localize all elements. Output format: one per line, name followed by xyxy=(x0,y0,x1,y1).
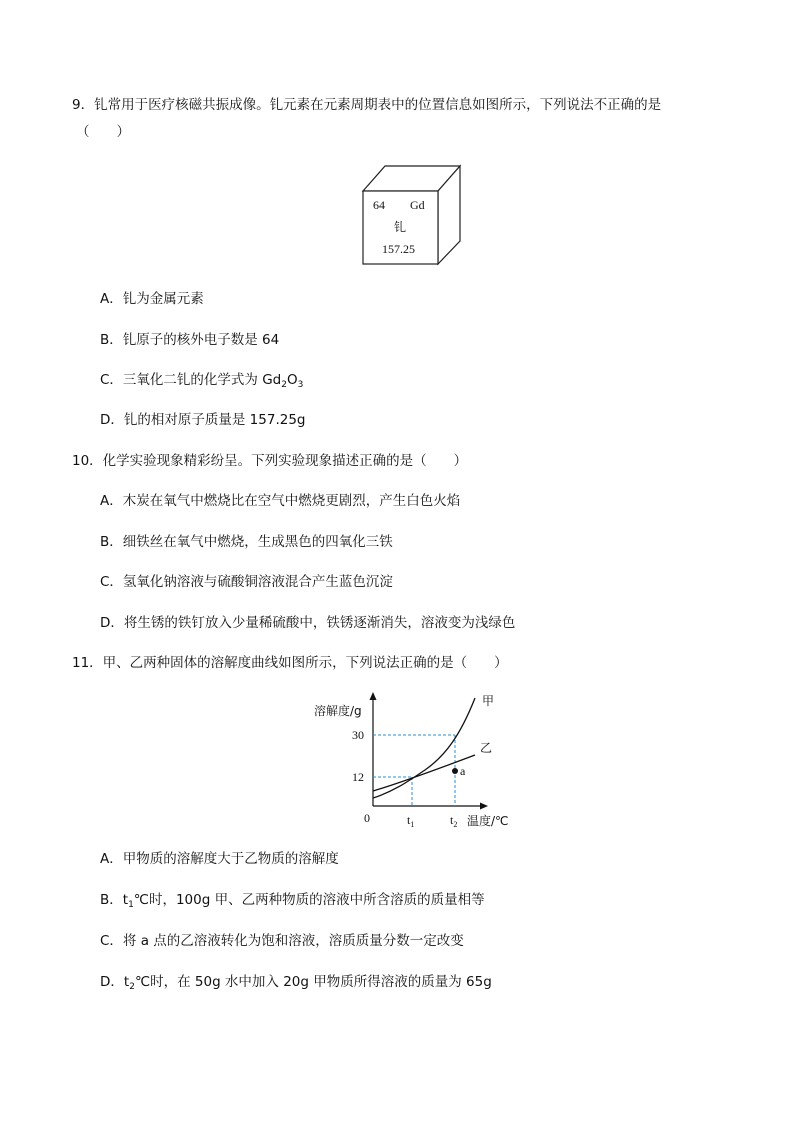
q11-option-b-rest: ℃时，100g 甲、乙两种物质的溶液中所含溶质的质量相等 xyxy=(133,892,485,908)
y-axis-arrow xyxy=(370,692,377,700)
question-9-stem: 9．钆常用于医疗核磁共振成像。钆元素在元素周期表中的位置信息如图所示，下列说法不正确的是 xyxy=(72,97,662,113)
element-atomic-number: 64 xyxy=(373,198,385,212)
q11-option-b xyxy=(100,891,485,909)
q11-option-b-subscript: 1 xyxy=(128,900,134,910)
question-9-answer-parentheses: （ ） xyxy=(76,124,130,140)
x-tick-t1-sub: 1 xyxy=(410,820,415,829)
q9-option-c-subscript-1: 2 xyxy=(281,380,287,390)
q9-option-d: D．钆的相对原子质量是 157.25g xyxy=(100,412,306,428)
point-a-label: a xyxy=(460,764,466,778)
q9-option-c xyxy=(100,371,303,389)
curve-jia xyxy=(373,698,475,798)
q9-option-c-oxygen: O xyxy=(286,372,298,388)
q10-option-c: C．氢氧化钠溶液与硫酸铜溶液混合产生蓝色沉淀 xyxy=(100,574,393,590)
element-symbol: Gd xyxy=(410,198,425,212)
question-11-stem: 11．甲、乙两种固体的溶解度曲线如图所示，下列说法正确的是（ ） xyxy=(72,655,508,671)
y-tick-12: 12 xyxy=(352,770,364,784)
q11-option-b-prefix: B．t xyxy=(100,892,129,908)
element-card-figure xyxy=(360,163,464,267)
q11-option-d-prefix: D．t xyxy=(100,974,130,990)
q9-option-a: A．钆为金属元素 xyxy=(100,291,204,307)
q11-option-c: C．将 a 点的乙溶液转化为饱和溶液，溶质质量分数一定改变 xyxy=(100,933,464,949)
q11-option-d-subscript: 2 xyxy=(129,982,135,992)
q10-option-d: D．将生锈的铁钉放入少量稀硫酸中，铁锈逐渐消失，溶液变为浅绿色 xyxy=(100,615,516,631)
x-tick-t1-main: t xyxy=(407,813,411,827)
y-axis-label: 溶解度/g xyxy=(314,704,362,718)
q10-option-a: A．木炭在氧气中燃烧比在空气中燃烧更剧烈，产生白色火焰 xyxy=(100,493,461,509)
x-tick-t2 xyxy=(450,813,457,829)
q10-option-b: B．细铁丝在氧气中燃烧，生成黑色的四氧化三铁 xyxy=(100,534,393,550)
x-axis-arrow xyxy=(480,803,488,810)
solubility-curve-figure xyxy=(300,688,530,833)
origin-label: 0 xyxy=(364,811,370,825)
x-tick-t2-main: t xyxy=(450,813,454,827)
q9-option-b: B．钆原子的核外电子数是 64 xyxy=(100,332,280,348)
q11-option-a: A．甲物质的溶解度大于乙物质的溶解度 xyxy=(100,851,339,867)
y-tick-30: 30 xyxy=(352,728,364,742)
curve-yi-label: 乙 xyxy=(480,741,493,755)
q11-option-d xyxy=(100,973,492,991)
x-tick-t1 xyxy=(407,813,414,829)
x-axis-label: 温度/℃ xyxy=(467,814,509,828)
point-a-marker xyxy=(452,768,458,774)
q9-option-c-text: C．三氧化二钆的化学式为 Gd xyxy=(100,372,282,388)
element-name: 钆 xyxy=(394,220,407,234)
question-10-stem: 10．化学实验现象精彩纷呈。下列实验现象描述正确的是（ ） xyxy=(72,453,468,469)
element-mass: 157.25 xyxy=(382,242,415,256)
x-tick-t2-sub: 2 xyxy=(453,820,458,829)
curve-jia-label: 甲 xyxy=(482,694,495,708)
q9-option-c-subscript-2: 3 xyxy=(297,380,304,390)
q11-option-d-rest: ℃时，在 50g 水中加入 20g 甲物质所得溶液的质量为 65g xyxy=(134,974,492,990)
